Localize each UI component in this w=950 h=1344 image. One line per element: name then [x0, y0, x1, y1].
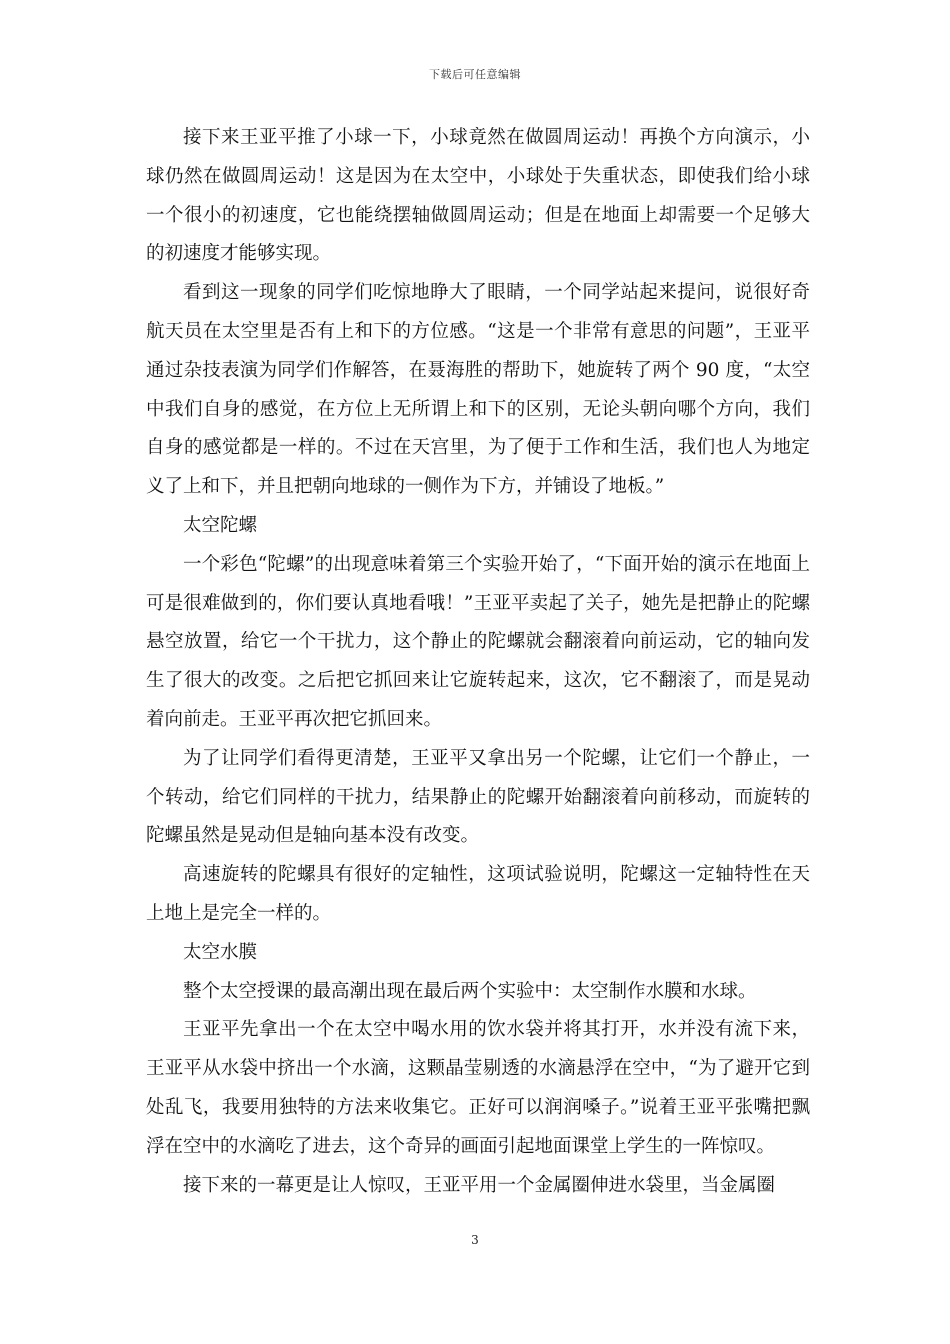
paragraph: 为了让同学们看得更清楚，王亚平又拿出另一个陀螺，让它们一个静止，一个转动，给它们同样的干扰力，结果静止的陀螺开始翻滚着向前移动，而旋转的陀螺虽然是晃动但是轴向基本没有改变。	[146, 747, 810, 847]
page-number: 3	[471, 1233, 479, 1247]
paragraph: 王亚平先拿出一个在太空中喝水用的饮水袋并将其打开，水并没有流下来，王亚平从水袋中挤出一个水滴，这颗晶莹剔透的水滴悬浮在空中，“为了避开它到处乱飞，我要用独特的方法来收集它。正好可以润润嗓子。”说着王亚平张嘴把飘浮在空中的水滴吃了进去，这个奇异的画面引起地面课堂上学生的一阵惊叹。	[146, 1019, 810, 1157]
paragraph: 接下来的一幕更是让人惊叹，王亚平用一个金属圈伸进水袋里，当金属圈	[183, 1174, 776, 1196]
section-heading-space-water-film: 太空水膜	[183, 941, 258, 963]
document-body	[146, 119, 810, 1205]
page-header: 下载后可任意编辑	[429, 68, 521, 81]
paragraph: 一个彩色“陀螺”的出现意味着第三个实验开始了，“下面开始的演示在地面上可是很难做到的，你们要认真地看哦！”王亚平卖起了关子，她先是把静止的陀螺悬空放置，给它一个干扰力，这个静止的陀螺就会翻滚着向前运动，它的轴向发生了很大的改变。之后把它抓回来让它旋转起来，这次，它不翻滚了，而是晃动着向前走。王亚平再次把它抓回来。	[146, 553, 810, 730]
paragraph: 接下来王亚平推了小球一下，小球竟然在做圆周运动！再换个方向演示，小球仍然在做圆周运动！这是因为在太空中，小球处于失重状态，即使我们给小球一个很小的初速度，它也能绕摆轴做圆周运动；但是在地面上却需要一个足够大的初速度才能够实现。	[146, 127, 810, 265]
paragraph: 整个太空授课的最高潮出现在最后两个实验中：太空制作水膜和水球。	[183, 980, 757, 1002]
section-heading-space-gyroscope: 太空陀螺	[183, 514, 258, 536]
paragraph: 高速旋转的陀螺具有很好的定轴性，这项试验说明，陀螺这一定轴特性在天上地上是完全一样的。	[146, 864, 810, 924]
paragraph: 看到这一现象的同学们吃惊地睁大了眼睛，一个同学站起来提问，说很好奇航天员在太空里是否有上和下的方位感。“这是一个非常有意思的问题”，王亚平通过杂技表演为同学们作解答，在聂海胜的帮助下，她旋转了两个 90 度，“太空中我们自身的感觉，在方位上无所谓上和下的区别，无论头朝向哪个方向，我们自身的感觉都是一样的。不过在天宫里，为了便于工作和生活，我们也人为地定义了上和下，并且把朝向地球的一侧作为下方，并铺设了地板。”	[146, 282, 810, 498]
